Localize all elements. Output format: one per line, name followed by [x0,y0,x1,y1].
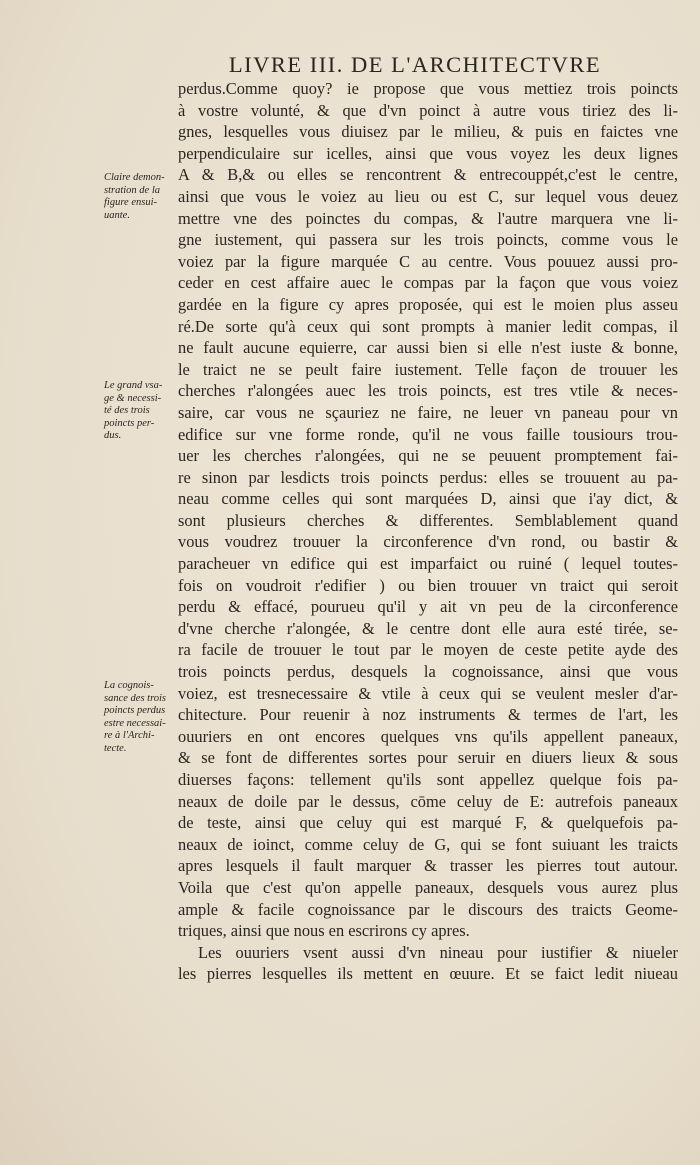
text-line: voiez par la figure marquée C au centre. Vous pouuez aussi pro- [178,251,678,271]
text-line: fois on voudroit r'edifier ) ou bien trouuer vn traict qui seroit [178,575,678,595]
text-line: & se font de differentes sortes pour seruir en diuers lieux & sous [178,748,678,768]
text-line: Voila que c'est qu'on appelle paneaux, desquels vous aurez plus [178,877,678,897]
margin-note-line: tecte. [104,742,127,754]
text-line: cherches r'alongées auec les trois poincts, est tres vtile & neces- [178,381,678,401]
margin-note-line: sance des trois [104,692,167,704]
text-line: trois poincts perdus, desquels la cognoissance, ainsi que vous [178,662,678,682]
text-line: le traict ne se peult faire iustement. Telle façon de trouuer les [178,359,678,379]
text-line: A & B,& ou elles se rencontrent & entrecouppét,c'est le centre, [178,165,678,185]
text-line: edifice sur vne forme ronde, qu'il ne vous faille tousiours trou- [178,424,678,444]
running-title: LIVRE III. DE L'ARCHITECTVRE [228,52,602,77]
margin-note-line: té des trois [104,405,150,417]
text-line: d'vne cherche r'alongée, & le centre dont elle aura esté tirée, se- [178,618,678,638]
text-line: ouuriers en ont encores quelques vns qu'ils appellent paneaux, [178,726,678,746]
margin-note-line: estre necessai- [104,717,166,729]
main-text-block [178,78,678,985]
text-line: ré.De sorte qu'à ceux qui sont prompts à manier ledit compas, il [178,316,678,336]
text-line: les pierres lesquelles ils mettent en œuure. Et se faict ledit niueau [178,964,678,984]
margin-note-line: stration de la [104,184,161,196]
text-line: re sinon par lesdicts trois poincts perdus: elles se trouuent au pa- [178,467,678,487]
margin-note-line: Le grand vsa- [104,380,163,391]
text-line: paracheuer vn edifice qui est imparfaict ou ruiné ( lequel toutes- [178,554,678,574]
margin-note-claire-demonstration [104,172,176,222]
text-line: Les ouuriers vsent aussi d'vn nineau pour iustifier & niueler [198,942,678,962]
margin-note-line: ge & necessi- [104,392,162,404]
margin-note-cognoissance [104,680,176,756]
text-line: voiez, est tresnecessaire & vtile à ceux qui se veulent mesler d'ar- [178,683,678,703]
text-line: sont plusieurs cherches & differentes. Semblablement quand [178,510,678,530]
text-line: à vostre volunté, & que d'vn poinct à autre vous tiriez des li- [178,100,678,120]
margin-note-line: La cognois- [104,680,154,691]
text-line: gnes, lesquelles vous diuisez par le milieu, & puis en faictes vne [178,122,678,142]
margin-note-line: re à l'Archi- [104,730,155,742]
text-line: neau comme celles qui sont marquées D, ainsi que i'ay dict, & [178,489,678,509]
margin-note-grand-usage [104,380,176,443]
text-line: ra facile de trouuer le tout par le moyen de ceste petite ayde des [178,640,678,660]
margin-note-line: uante. [104,209,130,221]
margin-note-line: Claire demon- [104,172,165,183]
text-line: saire, car vous ne sçauriez ne faire, ne leuer vn paneau pour vn [178,402,678,422]
margin-note-line: dus. [104,430,122,442]
text-line: triques, ainsi que nous en escrirons cy apres. [178,921,470,941]
text-line: gardée en la figure cy apres proposée, qui est le moien plus asseu [178,294,678,314]
text-line: ainsi que vous le voiez au lieu ou est C, sur lequel vous deuez [178,186,678,206]
text-line: neaux de doile par le dessus, cōme celuy de E: autrefois paneaux [178,791,678,811]
text-line: ceder en cest affaire auec le compas par la façon que vous voiez [178,273,678,293]
text-line: uer les cherches r'alongées, qui ne se peuuent promptement fai- [178,446,678,466]
text-line: diuerses façons: tellement qu'ils sont appellez quelque fois pa- [178,770,678,789]
text-line: apres lesquels il fault marquer & trasser les pierres tout autour. [178,856,678,876]
margin-note-line: poincts per- [104,417,155,429]
text-line: ne fault aucune equierre, car aussi bien si elle n'est iuste & bonne, [178,338,678,358]
text-line: mettre vne des poinctes du compas, & l'autre marquera vne li- [178,208,678,228]
text-line: perdu & effacé, pourueu qu'il y ait vn peu de la circonference [178,597,678,617]
margin-note-line: figure ensui- [104,197,157,209]
text-line: neaux de ioinct, comme celuy de G, qui se font suiuant les traicts [178,834,678,854]
margin-note-line: poincts perdus [104,705,166,717]
text-line: perpendiculaire sur icelles, ainsi que vous voyez les deux lignes [178,143,678,163]
text-line: gne iustement, qui passera sur les trois poincts, comme vous le [178,230,678,250]
text-line: de teste, ainsi que celuy qui est marqué F, & quelquefois pa- [178,813,678,833]
text-line: vous voudrez trouuer la circonference d'vn rond, ou bastir & [178,532,678,552]
text-line: ample & facile cognoissance par le discours des traicts Geome- [178,899,678,919]
text-line: chitecture. Pour reuenir à noz instruments & termes de l'art, les [178,705,678,725]
text-line: perdus.Comme quoy? ie propose que vous mettiez trois poincts [178,79,678,98]
